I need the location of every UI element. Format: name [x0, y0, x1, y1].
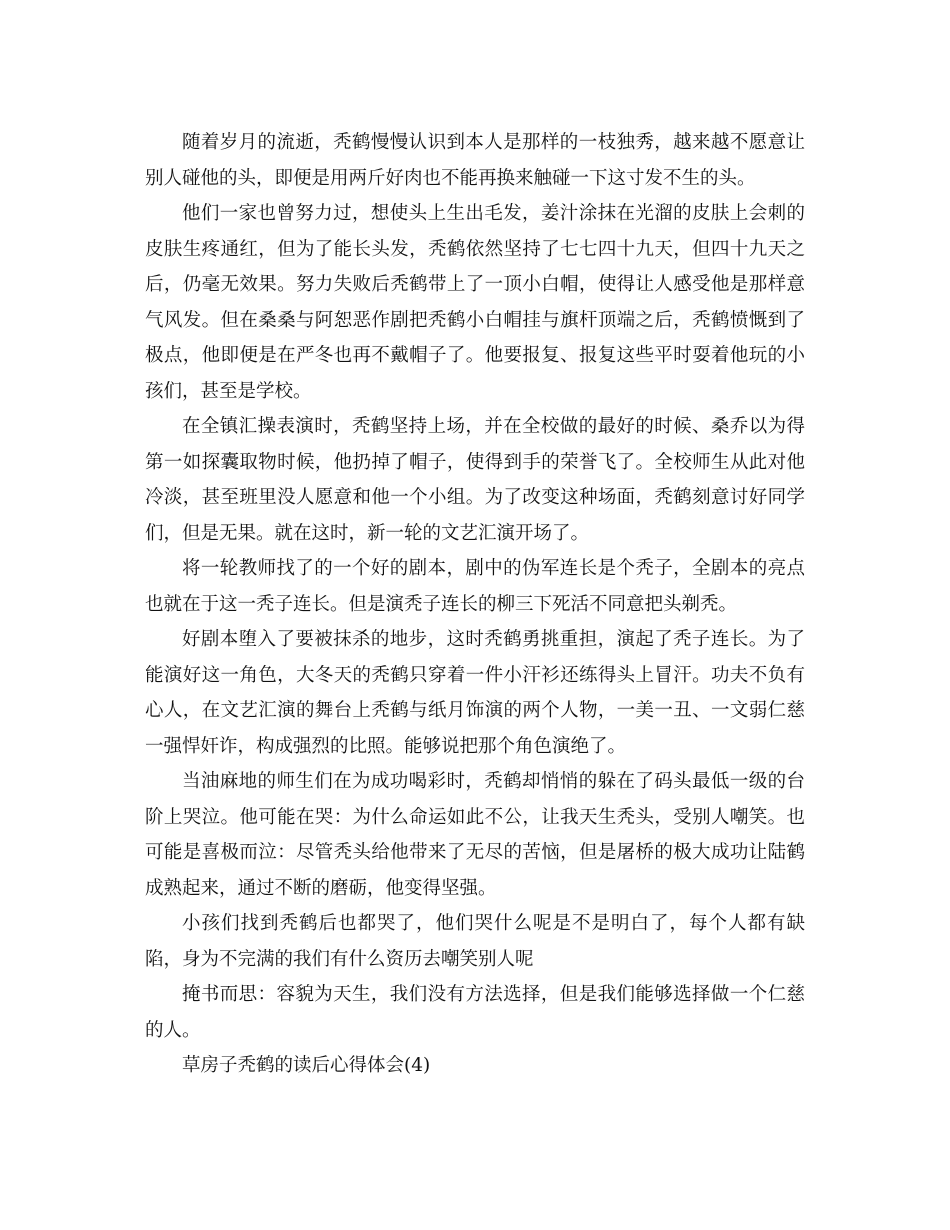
paragraph: 将一轮教师找了的一个好的剧本，剧中的伪军连长是个秃子，全剧本的亮点也就在于这一秃子连长。但是演秃子连长的柳三下死活不同意把头剃秃。 [145, 558, 805, 615]
document-body [145, 125, 805, 1084]
paragraph: 随着岁月的流逝，秃鹤慢慢认识到本人是那样的一枝独秀，越来越不愿意让别人碰他的头，即便是用两斤好肉也不能再换来触碰一下这寸发不生的头。 [145, 132, 805, 189]
paragraph: 在全镇汇操表演时，秃鹤坚持上场，并在全校做的最好的时候、桑乔以为得第一如探囊取物时候，他扔掉了帽子，使得到手的荣誉飞了。全校师生从此对他冷淡，甚至班里没人愿意和他一个小组。为了改变这种场面，秃鹤刻意讨好同学们，但是无果。就在这时，新一轮的文艺汇演开场了。 [145, 416, 805, 544]
paragraph: 当油麻地的师生们在为成功喝彩时，秃鹤却悄悄的躲在了码头最低一级的台阶上哭泣。他可能在哭：为什么命运如此不公，让我天生秃头，受别人嘲笑。也可能是喜极而泣：尽管秃头给他带来了无尽的苦恼，但是屠桥的极大成功让陆鹤成熟起来，通过不断的磨砺，他变得坚强。 [145, 771, 805, 899]
paragraph: 好剧本堕入了要被抹杀的地步，这时秃鹤勇挑重担，演起了秃子连长。为了能演好这一角色，大冬天的秃鹤只穿着一件小汗衫还练得头上冒汗。功夫不负有心人，在文艺汇演的舞台上秃鹤与纸月饰演的两个人物，一美一丑、一文弱仁慈一强悍奸诈，构成强烈的比照。能够说把那个角色演绝了。 [145, 629, 805, 757]
paragraph: 小孩们找到秃鹤后也都哭了，他们哭什么呢是不是明白了，每个人都有缺陷，身为不完满的我们有什么资历去嘲笑别人呢 [145, 913, 805, 970]
section-heading: 草房子秃鹤的读后心得体会(4) [182, 1055, 431, 1076]
paragraph: 掩书而思：容貌为天生，我们没有方法选择，但是我们能够选择做一个仁慈的人。 [145, 984, 805, 1041]
paragraph: 他们一家也曾努力过，想使头上生出毛发，姜汁涂抹在光溜的皮肤上会刺的皮肤生疼通红，但为了能长头发，秃鹤依然坚持了七七四十九天，但四十九天之后，仍毫无效果。努力失败后秃鹤带上了一顶小白帽，使得让人感受他是那样意气风发。但在桑桑与阿恕恶作剧把秃鹤小白帽挂与旗杆顶端之后，秃鹤愤慨到了极点，他即便是在严冬也再不戴帽子了。他要报复、报复这些平时耍着他玩的小孩们，甚至是学校。 [145, 203, 805, 402]
